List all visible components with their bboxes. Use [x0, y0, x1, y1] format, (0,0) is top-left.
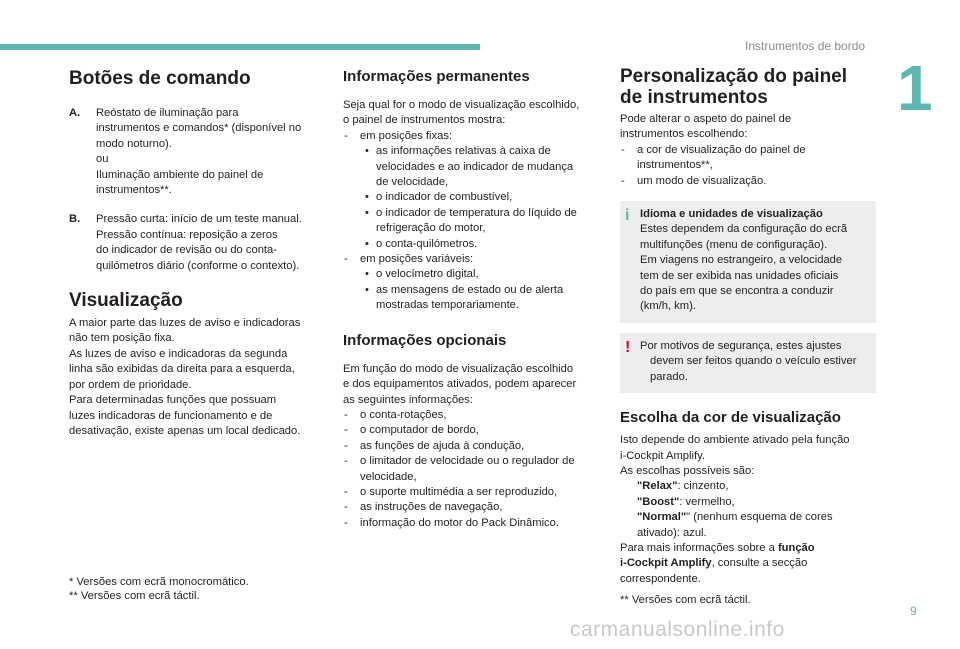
list-item	[343, 267, 605, 282]
list-item	[343, 283, 605, 314]
text-line: modo noturno).	[96, 137, 172, 150]
text-line: as seguintes informações:	[343, 393, 473, 406]
header-bar	[0, 44, 480, 50]
text-line: • o conta-quilómetros.	[376, 237, 478, 250]
definition-a	[69, 106, 325, 198]
text-line: - em posições variáveis:	[360, 253, 474, 266]
heading-line: Personalização do painel	[620, 66, 848, 87]
text-line: Estes dependem da configuração do ecrã	[640, 223, 848, 236]
list-item	[343, 190, 605, 205]
text-line: - informação do motor do Pack Dinâmico.	[360, 516, 559, 529]
text-line: As luzes de aviso e indicadoras da segunda	[69, 347, 288, 360]
paragraph	[343, 362, 605, 408]
text-line: o painel de instrumentos mostra:	[343, 114, 506, 127]
text-line: • o velocímetro digital,	[376, 268, 479, 281]
list-item	[343, 408, 605, 423]
text-line: parado.	[650, 370, 688, 383]
text-line: luzes indicadoras de funcionamento e de	[69, 409, 273, 422]
bold-text: i-Cockpit Amplify	[620, 557, 712, 570]
section-heading	[620, 66, 876, 108]
text-line: Seja qual for o modo de visualização escolhido,	[343, 99, 580, 111]
list-item	[343, 500, 605, 515]
text-line: instrumentos**.	[96, 184, 172, 197]
text-line: ativado): azul.	[637, 526, 707, 539]
text-line: quilómetros diário (conforme o contexto).	[96, 259, 300, 272]
text-line: e dos equipamentos ativados, podem aparecer	[343, 378, 577, 391]
option-name: "Boost"	[637, 495, 680, 508]
list-item	[343, 252, 605, 267]
info-icon: i	[625, 207, 630, 225]
text-line: " (nenhum esquema de cores	[686, 511, 833, 524]
text-line: • as informações relativas à caixa de	[376, 145, 551, 158]
text-line: Pressão curta: início de um teste manual.	[96, 213, 302, 226]
text-line: i-Cockpit Amplify.	[620, 449, 705, 462]
list-item	[620, 479, 876, 494]
text-line: : cinzento,	[677, 480, 729, 493]
definition-label: B.	[69, 213, 81, 226]
text-line: Reóstato de iluminação para	[96, 107, 239, 119]
section-heading: Informações permanentes	[343, 68, 530, 85]
info-title: Idioma e unidades de visualização	[640, 208, 823, 221]
list-item	[620, 510, 876, 541]
definition-label: A.	[69, 107, 81, 119]
chapter-number: 1	[897, 52, 933, 124]
watermark: carmanualsonline.info	[570, 618, 785, 641]
text-line: - o suporte multimédia a ser reproduzido,	[360, 485, 558, 498]
list-item	[343, 129, 605, 144]
text-line: mostradas temporariamente.	[376, 299, 520, 312]
column-3	[620, 60, 876, 587]
info-box	[620, 201, 876, 323]
text-line: - um modo de visualização.	[637, 174, 767, 187]
text-line: • as mensagens de estado ou de alerta	[376, 283, 564, 296]
text-line: velocidade,	[360, 470, 417, 483]
text-line: por ordem de prioridade.	[69, 378, 192, 391]
text-line: instrumentos**,	[637, 159, 713, 172]
text-line: Em função do modo de visualização escolhido	[343, 362, 574, 375]
text-line: - as funções de ajuda à condução,	[360, 439, 525, 452]
list-item	[343, 439, 605, 454]
paragraph	[620, 112, 876, 143]
text-line: (km/h, km).	[640, 300, 696, 313]
text-line: Isto depende do ambiente ativado pela função	[620, 434, 850, 447]
section-heading: Visualização	[69, 290, 183, 312]
paragraph	[69, 316, 325, 439]
text-line: linha são exibidas da direita para a esquerda,	[69, 363, 295, 376]
text-line: Pressão contínua: reposição a zeros	[96, 228, 278, 241]
text-line: - a cor de visualização do painel de	[637, 143, 806, 156]
column-2	[343, 60, 605, 531]
text-line: • o indicador de combustível,	[376, 191, 513, 204]
text-line: do indicador de revisão ou do conta-	[96, 244, 277, 257]
list-item	[620, 495, 876, 510]
text-line: - em posições fixas:	[360, 129, 453, 142]
text-line: - o conta-rotações,	[360, 408, 447, 421]
text-line: - o limitador de velocidade ou o regulador de	[360, 455, 575, 468]
text-line: instrumentos e comandos* (disponível no	[96, 122, 302, 135]
text-line: A maior parte das luzes de aviso e indicadoras	[69, 317, 301, 330]
text-line: instrumentos escolhendo:	[620, 128, 748, 141]
list-item	[343, 423, 605, 438]
text-line: As escolhas possíveis são:	[620, 464, 755, 477]
text-line: ou	[96, 153, 109, 166]
list-item	[343, 485, 605, 500]
column-1	[69, 60, 325, 439]
bold-text: função	[777, 541, 815, 554]
list-item	[343, 144, 605, 190]
text-line: não tem posição fixa.	[69, 332, 175, 345]
text-line: desativação, existe apenas um local dedicado.	[69, 424, 301, 437]
option-name: "Relax"	[637, 480, 678, 493]
list-item	[343, 516, 605, 531]
list-item	[343, 206, 605, 237]
text-line: , consulte a secção	[711, 557, 808, 570]
paragraph	[343, 98, 605, 129]
list-item	[620, 143, 876, 174]
paragraph	[620, 433, 876, 479]
page-number: 9	[910, 604, 917, 618]
list-item	[620, 174, 876, 189]
text-line: refrigeração do motor,	[376, 222, 486, 235]
list-item	[343, 454, 605, 485]
section-heading: Escolha da cor de visualização	[620, 409, 841, 427]
text-line: Pode alterar o aspeto do painel de	[620, 113, 792, 125]
definition-b	[69, 212, 325, 274]
text-line: devem ser feitos quando o veículo estiver	[650, 355, 857, 368]
text-line: Por motivos de segurança, estes ajustes	[640, 339, 842, 352]
footnote-3: ** Versões com ecrã táctil.	[620, 594, 751, 606]
text-line: - o computador de bordo,	[360, 424, 479, 437]
text-line: : vermelho,	[679, 495, 735, 508]
footnote-2: ** Versões com ecrã táctil.	[69, 590, 200, 602]
text-line: do país em que se encontra a conduzir	[640, 285, 834, 298]
text-line: - as instruções de navegação,	[360, 501, 503, 514]
option-name: "Normal"	[637, 511, 687, 524]
text-line: correspondente.	[620, 572, 701, 585]
text-line: Iluminação ambiente do painel de	[96, 168, 264, 181]
section-title: Instrumentos de bordo	[745, 39, 866, 53]
footnote-1: * Versões com ecrã monocromático.	[69, 576, 249, 588]
text-line: Em viagens no estrangeiro, a velocidade	[640, 254, 843, 267]
list-item	[343, 237, 605, 252]
text-line: de velocidade,	[376, 176, 449, 189]
text-line: velocidades e ao indicador de mudança	[376, 160, 574, 173]
warning-box	[620, 333, 876, 393]
section-heading: Informações opcionais	[343, 331, 507, 349]
section-heading: Botões de comando	[69, 68, 251, 89]
text-line: Para determinadas funções que possuam	[69, 394, 277, 407]
text-line: Para mais informações sobre a	[620, 541, 778, 554]
text-line: tem de ser exibida nas unidades oficiais	[640, 269, 839, 282]
warning-icon: !	[625, 338, 631, 356]
text-line: • o indicador de temperatura do líquido de	[376, 206, 577, 219]
heading-line: de instrumentos	[620, 87, 768, 108]
text-line: multifunções (menu de configuração).	[640, 238, 828, 251]
